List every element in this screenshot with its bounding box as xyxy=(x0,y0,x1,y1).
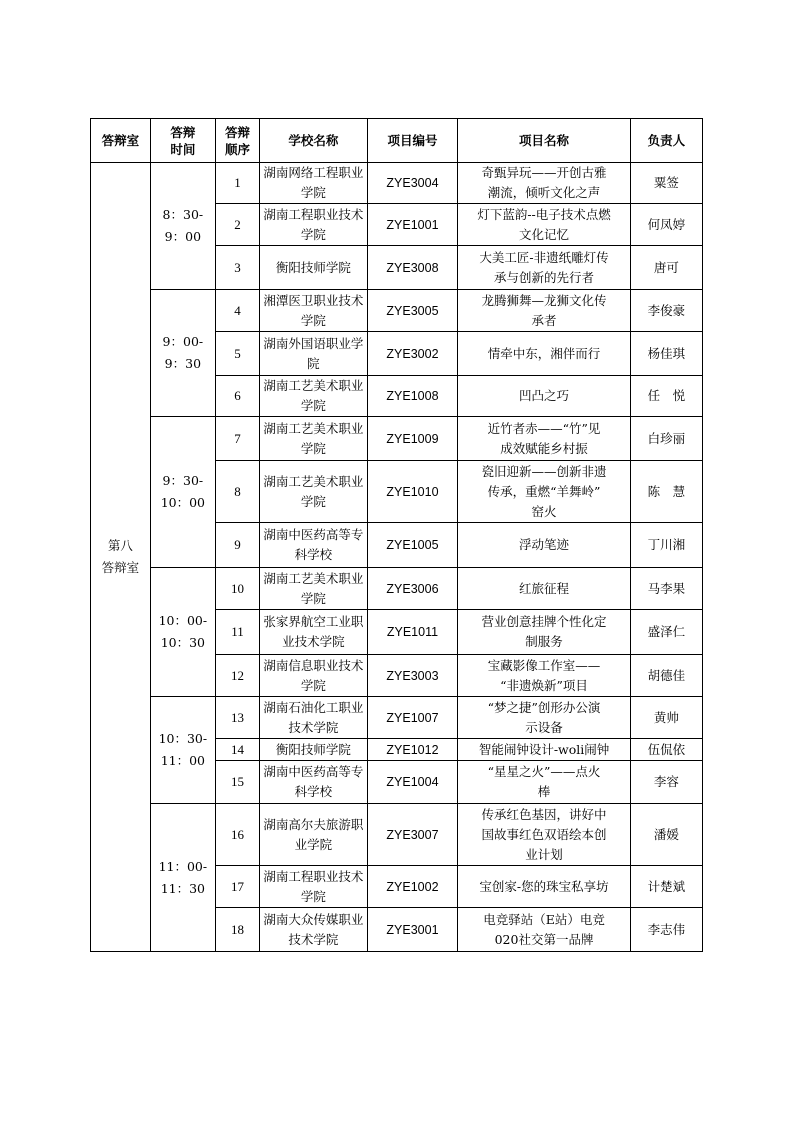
project-name-cell xyxy=(458,163,630,204)
school-cell xyxy=(260,866,367,908)
project-name-cell xyxy=(458,376,630,417)
project-code-cell xyxy=(367,804,458,866)
project-name-line: 承者 xyxy=(531,312,557,328)
leader-line: 任 悦 xyxy=(647,388,686,403)
project-name-line: 情牵中东，湘伴而行 xyxy=(487,345,601,361)
project-name-line: 承与创新的先行者 xyxy=(494,269,595,285)
leader-cell xyxy=(630,568,702,610)
time-slot-line: 10：30- xyxy=(158,731,208,746)
project-name-line: 宝创家-您的珠宝私享坊 xyxy=(479,878,609,894)
project-code-cell xyxy=(367,461,458,523)
project-name-cell xyxy=(458,655,630,697)
order-line: 18 xyxy=(231,921,245,937)
leader-cell xyxy=(630,246,702,290)
school-cell xyxy=(260,568,367,610)
header-leader-line: 负责人 xyxy=(647,133,686,148)
school-cell xyxy=(260,697,367,739)
school-line: 衡阳技师学院 xyxy=(275,259,351,275)
school-line: 学院 xyxy=(300,398,326,413)
order-line: 16 xyxy=(231,826,245,842)
school-line: 湖南工艺美术职业 xyxy=(263,570,364,586)
order-cell xyxy=(215,804,259,866)
school-line: 湖南工艺美术职业 xyxy=(263,473,364,489)
project-name-cell xyxy=(458,761,630,804)
school-cell xyxy=(260,523,367,568)
school-line: 湖南网络工程职业 xyxy=(263,165,364,180)
project-code-cell xyxy=(367,866,458,908)
project-name-line: 潮流，倾听文化之声 xyxy=(487,185,601,200)
project-code-cell xyxy=(367,523,458,568)
project-name-line: 棒 xyxy=(537,784,551,799)
project-name-line: 大美工匠-非遗纸雕灯传 xyxy=(479,249,609,265)
school-cell xyxy=(260,655,367,697)
school-line: 学院 xyxy=(300,440,326,456)
project-name-cell xyxy=(458,866,630,908)
project-name-cell xyxy=(458,610,630,655)
school-line: 学院 xyxy=(300,590,326,606)
project-name-line: 瓷旧迎新——创新非遗 xyxy=(481,463,607,479)
project-name-line: 凹凸之巧 xyxy=(519,388,570,403)
project-name-line: 传承红色基因，讲好中 xyxy=(481,806,607,822)
project-code-cell xyxy=(367,290,458,332)
leader-line: 唐可 xyxy=(653,259,679,275)
order-line: 11 xyxy=(231,624,244,639)
header-row xyxy=(91,119,703,163)
time-slot-line: 8：30- xyxy=(162,207,204,222)
leader-cell xyxy=(630,163,702,204)
project-code-cell xyxy=(367,655,458,697)
time-slot-line: 10：00 xyxy=(160,495,205,510)
project-code-line: ZYE1001 xyxy=(386,217,439,232)
school-cell xyxy=(260,804,367,866)
school-line: 湖南中医药高等专 xyxy=(263,527,364,542)
leader-line: 陈 慧 xyxy=(647,483,686,499)
project-name-line: 示设备 xyxy=(525,719,563,735)
project-code-cell xyxy=(367,610,458,655)
time-slot-cell xyxy=(150,568,215,697)
project-name-cell xyxy=(458,568,630,610)
room-cell xyxy=(91,163,151,952)
time-slot-line: 11：00- xyxy=(158,858,208,874)
project-code-cell xyxy=(367,204,458,246)
header-room xyxy=(91,119,151,163)
school-line: 学院 xyxy=(300,888,326,904)
school-line: 湖南工程职业技术 xyxy=(263,206,364,222)
project-code-cell xyxy=(367,739,458,761)
leader-cell xyxy=(630,290,702,332)
school-cell xyxy=(260,610,367,655)
project-code-cell xyxy=(367,697,458,739)
order-line: 2 xyxy=(234,216,241,232)
order-cell xyxy=(215,290,259,332)
order-cell xyxy=(215,739,259,761)
project-code-cell xyxy=(367,376,458,417)
time-slot-line: 9：30- xyxy=(162,473,204,488)
header-code xyxy=(367,119,458,163)
project-code-line: ZYE1002 xyxy=(386,879,439,894)
project-name-cell xyxy=(458,908,630,952)
leader-line: 盛泽仁 xyxy=(647,624,686,639)
school-cell xyxy=(260,761,367,804)
leader-line: 马李果 xyxy=(647,580,686,596)
time-slot-line: 11：00 xyxy=(160,753,205,768)
defense-schedule-table xyxy=(90,118,703,952)
leader-line: 伍侃依 xyxy=(647,741,686,757)
leader-line: 丁川湘 xyxy=(647,537,686,552)
school-cell xyxy=(260,246,367,290)
leader-line: 李容 xyxy=(653,774,679,789)
order-cell xyxy=(215,163,259,204)
school-line: 湖南高尔夫旅游职 xyxy=(263,816,364,832)
school-line: 湖南大众传媒职业 xyxy=(263,911,364,927)
project-code-cell xyxy=(367,568,458,610)
leader-cell xyxy=(630,523,702,568)
leader-line: 杨佳琪 xyxy=(647,345,686,361)
leader-line: 黄帅 xyxy=(653,709,679,725)
leader-line: 胡德佳 xyxy=(647,667,686,683)
school-line: 学院 xyxy=(300,185,326,200)
header-room-line: 答辩室 xyxy=(101,133,140,148)
leader-cell xyxy=(630,804,702,866)
project-code-line: ZYE1005 xyxy=(386,538,439,552)
header-time-line: 时间 xyxy=(170,141,196,157)
table-row xyxy=(91,163,703,204)
order-line: 14 xyxy=(231,741,245,757)
order-line: 12 xyxy=(231,667,245,683)
school-line: 学院 xyxy=(300,677,326,693)
project-code-line: ZYE3008 xyxy=(386,260,439,275)
time-slot-cell xyxy=(150,697,215,804)
project-name-line: 宝藏影像工作室—— xyxy=(487,657,601,673)
school-line: 业技术学院 xyxy=(282,634,345,649)
header-time-line: 答辩 xyxy=(170,124,196,140)
order-cell xyxy=(215,332,259,376)
table-row xyxy=(91,804,703,866)
project-code-line: ZYE3004 xyxy=(386,176,439,190)
leader-line: 李俊豪 xyxy=(647,302,686,318)
project-name-line: 电竞驿站（E站）电竞 xyxy=(483,911,605,927)
school-cell xyxy=(260,332,367,376)
project-name-line: 成效赋能乡村振 xyxy=(500,440,588,456)
order-cell xyxy=(215,908,259,952)
project-code-cell xyxy=(367,761,458,804)
leader-cell xyxy=(630,332,702,376)
school-cell xyxy=(260,739,367,761)
school-cell xyxy=(260,908,367,952)
project-name-line: 红旅征程 xyxy=(519,580,570,596)
order-line: 17 xyxy=(231,878,245,894)
project-name-line: 020社交第一品牌 xyxy=(494,931,594,947)
school-line: 科学校 xyxy=(294,784,333,799)
leader-cell xyxy=(630,461,702,523)
header-project xyxy=(458,119,630,163)
time-slot-line: 11：30 xyxy=(160,880,205,896)
school-line: 湖南工程职业技术 xyxy=(263,868,364,884)
leader-cell xyxy=(630,417,702,461)
header-project-line: 项目名称 xyxy=(519,133,570,148)
project-code-line: ZYE3006 xyxy=(386,581,439,596)
leader-line: 潘媛 xyxy=(653,826,679,842)
school-line: 学院 xyxy=(300,312,326,328)
school-line: 湖南外国语职业学 xyxy=(263,335,364,351)
school-line: 湘潭医卫职业技术 xyxy=(263,292,364,308)
leader-cell xyxy=(630,866,702,908)
project-name-line: 智能闹钟设计-woli闹钟 xyxy=(478,741,610,757)
leader-line: 李志伟 xyxy=(647,921,686,937)
time-slot-cell xyxy=(150,804,215,952)
header-code-line: 项目编号 xyxy=(387,133,438,148)
school-line: 湖南工艺美术职业 xyxy=(263,420,364,436)
project-name-cell xyxy=(458,246,630,290)
school-line: 院 xyxy=(307,355,320,371)
school-cell xyxy=(260,417,367,461)
project-name-line: 业计划 xyxy=(525,846,563,862)
project-code-cell xyxy=(367,332,458,376)
order-line: 8 xyxy=(234,483,241,499)
project-code-line: ZYE1008 xyxy=(386,389,439,403)
school-line: 湖南石油化工职业 xyxy=(263,699,364,715)
leader-cell xyxy=(630,761,702,804)
project-code-line: ZYE1010 xyxy=(386,484,439,499)
order-line: 10 xyxy=(231,580,245,596)
order-cell xyxy=(215,246,259,290)
leader-cell xyxy=(630,739,702,761)
school-line: 技术学院 xyxy=(288,719,339,735)
project-name-line: 龙腾狮舞—龙狮文化传 xyxy=(481,292,607,308)
header-order-line: 答辩 xyxy=(225,124,251,140)
project-name-cell xyxy=(458,417,630,461)
table-row xyxy=(91,417,703,461)
project-code-line: ZYE1007 xyxy=(386,710,439,725)
project-name-cell xyxy=(458,523,630,568)
project-name-line: 窑火 xyxy=(531,503,557,519)
project-name-line: 灯下蓝韵--电子技术点燃 xyxy=(477,206,611,222)
project-name-line: “非遗焕新”项目 xyxy=(500,677,588,693)
order-line: 1 xyxy=(234,175,241,190)
leader-cell xyxy=(630,655,702,697)
order-cell xyxy=(215,461,259,523)
time-slot-cell xyxy=(150,290,215,417)
project-name-line: 制服务 xyxy=(525,634,563,649)
project-name-line: 营业创意挂牌个性化定 xyxy=(481,614,607,629)
leader-cell xyxy=(630,610,702,655)
project-code-line: ZYE1011 xyxy=(386,625,439,639)
project-name-cell xyxy=(458,739,630,761)
leader-cell xyxy=(630,697,702,739)
order-cell xyxy=(215,204,259,246)
school-cell xyxy=(260,163,367,204)
time-slot-line: 9：00 xyxy=(164,229,202,244)
room-line: 第八 xyxy=(107,538,133,553)
order-line: 5 xyxy=(234,345,241,361)
order-cell xyxy=(215,697,259,739)
school-line: 学院 xyxy=(300,493,326,509)
time-slot-line: 10：00- xyxy=(158,613,208,628)
order-cell xyxy=(215,866,259,908)
time-slot-line: 9：00- xyxy=(162,334,204,349)
leader-cell xyxy=(630,204,702,246)
leader-line: 粟签 xyxy=(653,175,679,190)
header-leader xyxy=(630,119,702,163)
project-code-cell xyxy=(367,163,458,204)
project-name-cell xyxy=(458,804,630,866)
school-line: 湖南信息职业技术 xyxy=(263,657,364,673)
time-slot-line: 9：30 xyxy=(164,356,202,371)
table-row xyxy=(91,290,703,332)
project-name-cell xyxy=(458,204,630,246)
school-cell xyxy=(260,290,367,332)
project-name-line: 国故事红色双语绘本创 xyxy=(481,826,607,842)
order-cell xyxy=(215,568,259,610)
project-code-line: ZYE1004 xyxy=(386,775,439,789)
project-name-line: “梦之捷”创形办公演 xyxy=(487,699,601,715)
project-name-cell xyxy=(458,697,630,739)
project-name-line: 奇甄异玩——开创古雅 xyxy=(481,165,607,180)
order-cell xyxy=(215,376,259,417)
school-line: 科学校 xyxy=(294,547,333,562)
school-cell xyxy=(260,461,367,523)
project-code-line: ZYE1012 xyxy=(386,742,439,757)
time-slot-cell xyxy=(150,417,215,568)
school-line: 业学院 xyxy=(294,836,333,852)
order-cell xyxy=(215,655,259,697)
header-order xyxy=(215,119,259,163)
school-cell xyxy=(260,376,367,417)
project-name-line: 传承，重燃“羊舞岭” xyxy=(487,483,601,499)
project-code-line: ZYE3005 xyxy=(386,303,439,318)
school-line: 湖南工艺美术职业 xyxy=(263,378,364,393)
project-name-line: 近竹者赤——“竹”见 xyxy=(487,420,601,436)
project-code-line: ZYE1009 xyxy=(386,431,439,446)
school-cell xyxy=(260,204,367,246)
project-name-line: 浮动笔迹 xyxy=(519,537,570,552)
leader-cell xyxy=(630,376,702,417)
order-cell xyxy=(215,761,259,804)
order-line: 15 xyxy=(231,774,245,789)
time-slot-line: 10：30 xyxy=(160,635,205,650)
leader-cell xyxy=(630,908,702,952)
project-code-line: ZYE3001 xyxy=(386,922,439,937)
order-cell xyxy=(215,417,259,461)
order-line: 4 xyxy=(234,302,241,318)
project-code-cell xyxy=(367,246,458,290)
project-code-cell xyxy=(367,908,458,952)
time-slot-cell xyxy=(150,163,215,290)
school-line: 张家界航空工业职 xyxy=(263,614,364,629)
order-line: 6 xyxy=(234,388,241,403)
order-line: 3 xyxy=(234,259,241,275)
project-name-cell xyxy=(458,461,630,523)
header-order-line: 顺序 xyxy=(225,141,251,157)
header-time xyxy=(150,119,215,163)
school-line: 学院 xyxy=(300,226,326,242)
order-line: 13 xyxy=(231,709,245,725)
project-name-line: 文化记忆 xyxy=(519,226,570,242)
project-name-cell xyxy=(458,332,630,376)
leader-line: 何凤婷 xyxy=(647,216,686,232)
project-code-line: ZYE3003 xyxy=(386,668,439,683)
table-row xyxy=(91,568,703,610)
header-school-line: 学校名称 xyxy=(288,133,339,148)
school-line: 衡阳技师学院 xyxy=(275,741,351,757)
project-name-line: “星星之火”——点火 xyxy=(487,764,601,779)
leader-line: 白珍丽 xyxy=(647,430,686,446)
table-row xyxy=(91,697,703,739)
project-code-line: ZYE3007 xyxy=(386,827,439,842)
order-line: 7 xyxy=(234,430,241,446)
project-code-cell xyxy=(367,417,458,461)
order-cell xyxy=(215,610,259,655)
school-line: 湖南中医药高等专 xyxy=(263,764,364,779)
header-school xyxy=(260,119,367,163)
room-line: 答辩室 xyxy=(101,560,140,575)
leader-line: 计楚斌 xyxy=(647,878,686,894)
order-cell xyxy=(215,523,259,568)
order-line: 9 xyxy=(234,537,241,552)
project-name-cell xyxy=(458,290,630,332)
school-line: 技术学院 xyxy=(288,931,339,947)
project-code-line: ZYE3002 xyxy=(386,346,439,361)
